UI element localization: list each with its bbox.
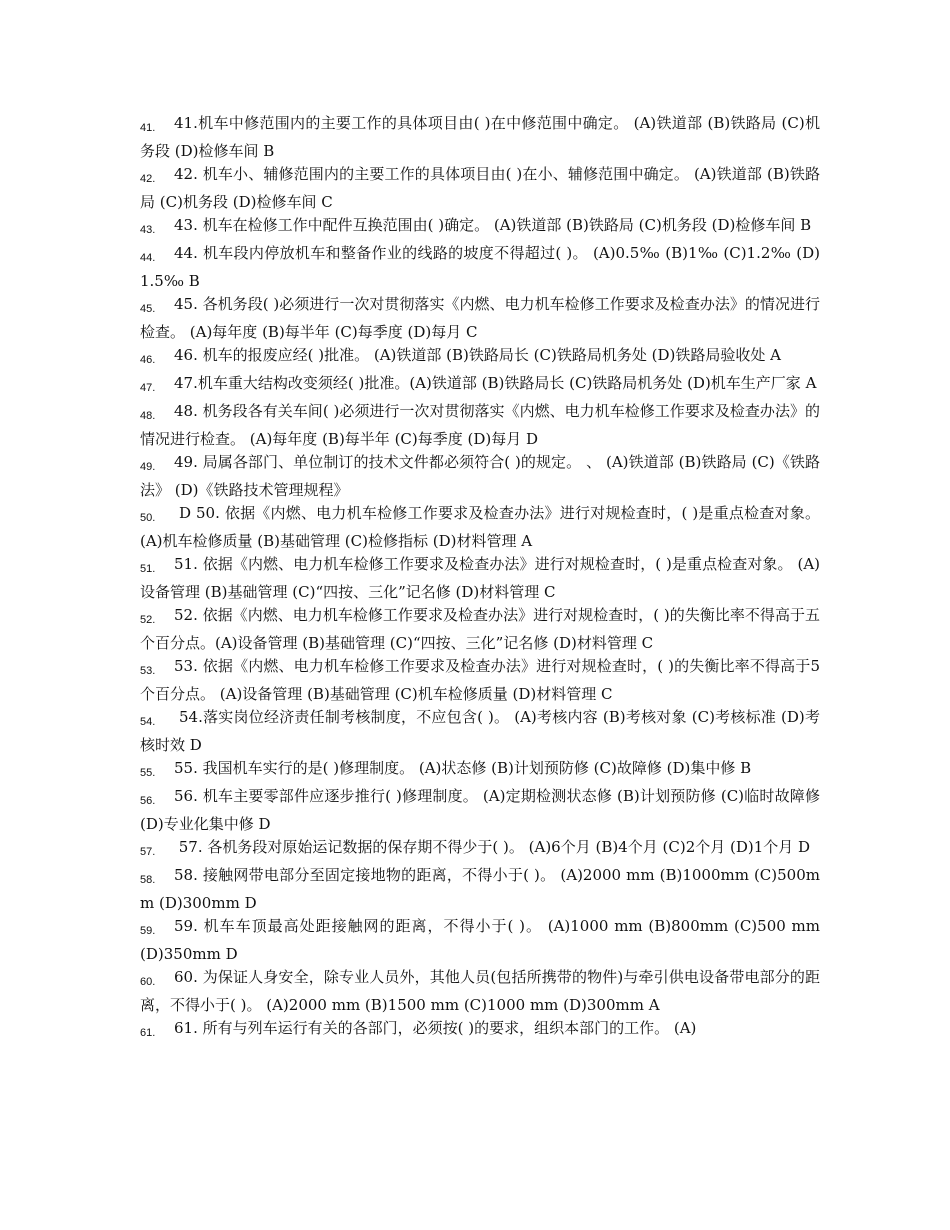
question-text: 47.机车重大结构改变须经( )批准。(A)铁道部 (B)铁路局长 (C)铁路局机务处 (D)机车生产厂家 A [174,374,817,392]
question-item [140,1017,820,1045]
question-item [140,864,820,915]
list-number: 46. [140,354,156,366]
question-list [140,112,820,1045]
question-item [140,293,820,344]
list-number: 51. [140,563,156,575]
question-item [140,785,820,836]
list-number: 57. [140,846,156,858]
question-text: 58. 接触网带电部分至固定接地物的距离，不得小于( )。 (A)2000 mm (B)1000mm (C)500mm (D)300mm D [140,866,820,912]
question-item [140,655,820,706]
question-item [140,604,820,655]
list-number: 54. [140,716,156,728]
question-text: 46. 机车的报废应经( )批准。 (A)铁道部 (B)铁路局长 (C)铁路局机务处 (D)铁路局验收处 A [174,346,781,364]
question-text: 60. 为保证人身安全，除专业人员外，其他人员(包括所携带的物件)与牵引供电设备带电部分的距离，不得小于( )。 (A)2000 mm (B)1500 mm (C)1000 mm (D)300mm A [140,968,820,1014]
question-text: 57. 各机务段对原始运记数据的保存期不得少于( )。 (A)6个月 (B)4个月 (C)2个月 (D)1个月 D [174,838,811,856]
question-text: 61. 所有与列车运行有关的各部门，必须按( )的要求，组织本部门的工作。 (A) [174,1019,697,1037]
question-text: 52. 依据《内燃、电力机车检修工作要求及检查办法》进行对规检查时，( )的失衡比率不得高于五个百分点。(A)设备管理 (B)基础管理 (C)“四按、三化”记名修 (D)材料管理 C [140,606,820,652]
question-text: 59. 机车车顶最高处距接触网的距离，不得小于( )。 (A)1000 mm (B)800mm (C)500 mm (D)350mm D [140,917,820,963]
question-item [140,757,820,785]
question-text: D 50. 依据《内燃、电力机车检修工作要求及检查办法》进行对规检查时，( )是重点检查对象。 (A)机车检修质量 (B)基础管理 (C)检修指标 (D)材料管理 A [140,504,820,550]
question-item [140,214,820,242]
question-item [140,915,820,966]
question-item [140,344,820,372]
question-text: 51. 依据《内燃、电力机车检修工作要求及检查办法》进行对规检查时，( )是重点检查对象。 (A)设备管理 (B)基础管理 (C)“四按、三化”记名修 (D)材料管理 C [140,555,820,601]
list-number: 61. [140,1027,156,1039]
question-text: 43. 机车在检修工作中配件互换范围由( )确定。 (A)铁道部 (B)铁路局 (C)机务段 (D)检修车间 B [174,216,812,234]
question-item [140,163,820,214]
question-item [140,400,820,451]
question-item [140,502,820,553]
list-number: 52. [140,614,156,626]
list-number: 50. [140,512,156,524]
list-number: 58. [140,874,156,886]
question-item [140,553,820,604]
list-number: 56. [140,795,156,807]
list-number: 59. [140,925,156,937]
question-text: 45. 各机务段( )必须进行一次对贯彻落实《内燃、电力机车检修工作要求及检查办法》的情况进行检查。 (A)每年度 (B)每半年 (C)每季度 (D)每月 C [140,295,820,341]
question-item [140,451,820,502]
question-item [140,836,820,864]
list-number: 47. [140,382,156,394]
question-text: 54.落实岗位经济责任制考核制度，不应包含( )。 (A)考核内容 (B)考核对象 (C)考核标准 (D)考核时效 D [140,708,820,754]
list-number: 55. [140,767,156,779]
question-item [140,706,820,757]
list-number: 43. [140,224,156,236]
list-number: 42. [140,173,156,185]
question-text: 44. 机车段内停放机车和整备作业的线路的坡度不得超过( )。 (A)0.5‰ (B)1‰ (C)1.2‰ (D)1.5‰ B [140,244,820,290]
question-text: 48. 机务段各有关车间( )必须进行一次对贯彻落实《内燃、电力机车检修工作要求及检查办法》的情况进行检查。 (A)每年度 (B)每半年 (C)每季度 (D)每月 D [140,402,820,448]
list-number: 53. [140,665,156,677]
question-text: 55. 我国机车实行的是( )修理制度。 (A)状态修 (B)计划预防修 (C)故障修 (D)集中修 B [174,759,752,777]
list-number: 49. [140,461,156,473]
question-text: 42. 机车小、辅修范围内的主要工作的具体项目由( )在小、辅修范围中确定。 (A)铁道部 (B)铁路局 (C)机务段 (D)检修车间 C [140,165,820,211]
question-text: 49. 局属各部门、单位制订的技术文件都必须符合( )的规定。 、 (A)铁道部 (B)铁路局 (C)《铁路法》 (D)《铁路技术管理规程》 [140,453,820,499]
list-number: 48. [140,410,156,422]
question-text: 56. 机车主要零部件应逐步推行( )修理制度。 (A)定期检测状态修 (B)计划预防修 (C)临时故障修 (D)专业化集中修 D [140,787,820,833]
question-text: 53. 依据《内燃、电力机车检修工作要求及检查办法》进行对规检查时，( )的失衡比率不得高于5个百分点。 (A)设备管理 (B)基础管理 (C)机车检修质量 (D)材料管理 C [140,657,820,703]
list-number: 45. [140,303,156,315]
question-item [140,242,820,293]
question-item [140,966,820,1017]
question-item [140,112,820,163]
list-number: 44. [140,252,156,264]
list-number: 60. [140,976,156,988]
question-item [140,372,820,400]
list-number: 41. [140,122,156,134]
question-text: 41.机车中修范围内的主要工作的具体项目由( )在中修范围中确定。 (A)铁道部 (B)铁路局 (C)机务段 (D)检修车间 B [140,114,820,160]
